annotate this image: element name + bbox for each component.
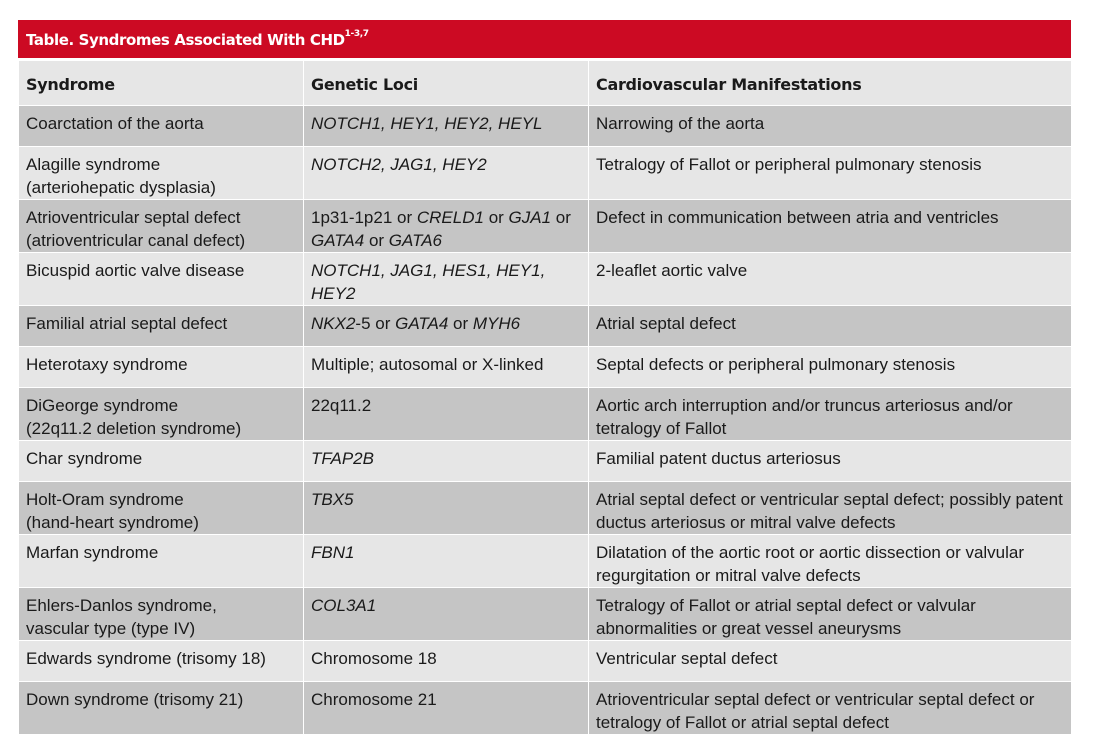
- table-row: [19, 306, 1072, 347]
- genetic-loci-cell: [304, 641, 589, 682]
- genetic-loci-cell: [304, 388, 589, 441]
- manifestations-cell: Dilatation of the aortic root or aortic dissection or valvular regurgitation or mitral valve defects: [589, 535, 1072, 588]
- table-row: [19, 106, 1072, 147]
- genetic-loci-text: TFAP2B: [311, 449, 374, 468]
- manifestations-cell: Septal defects or peripheral pulmonary stenosis: [589, 347, 1072, 388]
- manifestations-cell: 2-leaflet aortic valve: [589, 253, 1072, 306]
- table-row: [19, 347, 1072, 388]
- manifestations-cell: Atrial septal defect or ventricular septal defect; possibly patent ductus arteriosus or mitral valve defects: [589, 482, 1072, 535]
- syndrome-cell: Atrioventricular septal defect (atrioventricular canal defect): [19, 200, 304, 253]
- table-header-row: [19, 61, 1072, 106]
- manifestations-cell: Tetralogy of Fallot or peripheral pulmonary stenosis: [589, 147, 1072, 200]
- syndrome-cell: DiGeorge syndrome (22q11.2 deletion syndrome): [19, 388, 304, 441]
- syndrome-cell: Heterotaxy syndrome: [19, 347, 304, 388]
- syndromes-table: [18, 60, 1072, 735]
- genetic-loci-cell: [304, 535, 589, 588]
- syndrome-cell: Char syndrome: [19, 441, 304, 482]
- genetic-loci-text: Chromosome 18: [311, 649, 437, 668]
- syndrome-cell: Coarctation of the aorta: [19, 106, 304, 147]
- genetic-loci-cell: [304, 441, 589, 482]
- genetic-loci-text: NOTCH1, JAG1, HES1, HEY1, HEY2: [311, 261, 546, 303]
- table-row: [19, 388, 1072, 441]
- table-row: [19, 535, 1072, 588]
- genetic-loci-text: NKX2-5 or GATA4 or MYH6: [311, 314, 521, 333]
- genetic-loci-text: Chromosome 21: [311, 690, 437, 709]
- manifestations-cell: Aortic arch interruption and/or truncus arteriosus and/or tetralogy of Fallot: [589, 388, 1072, 441]
- genetic-loci-text: TBX5: [311, 490, 354, 509]
- syndromes-table-card: [18, 20, 1071, 735]
- table-title-bar: [18, 20, 1071, 60]
- table-row: [19, 641, 1072, 682]
- syndrome-cell: Holt-Oram syndrome (hand-heart syndrome): [19, 482, 304, 535]
- table-row: [19, 588, 1072, 641]
- manifestations-cell: Defect in communication between atria and ventricles: [589, 200, 1072, 253]
- genetic-loci-text: Multiple; autosomal or X-linked: [311, 355, 544, 374]
- genetic-loci-text: 22q11.2: [311, 396, 372, 415]
- header-genetic-loci: Genetic Loci: [304, 61, 589, 106]
- genetic-loci-text: FBN1: [311, 543, 355, 562]
- genetic-loci-cell: [304, 682, 589, 735]
- genetic-loci-cell: [304, 106, 589, 147]
- manifestations-cell: Atrioventricular septal defect or ventricular septal defect or tetralogy of Fallot or atrial septal defect: [589, 682, 1072, 735]
- syndrome-cell: Down syndrome (trisomy 21): [19, 682, 304, 735]
- table-row: [19, 682, 1072, 735]
- manifestations-cell: Atrial septal defect: [589, 306, 1072, 347]
- syndrome-cell: Ehlers-Danlos syndrome, vascular type (type IV): [19, 588, 304, 641]
- genetic-loci-cell: [304, 147, 589, 200]
- manifestations-cell: Tetralogy of Fallot or atrial septal defect or valvular abnormalities or great vessel aneurysms: [589, 588, 1072, 641]
- header-cardiovascular-manifestations: Cardiovascular Manifestations: [589, 61, 1072, 106]
- genetic-loci-cell: [304, 347, 589, 388]
- table-title: Table. Syndromes Associated With CHD: [26, 31, 345, 49]
- table-row: [19, 200, 1072, 253]
- syndrome-cell: Alagille syndrome (arteriohepatic dysplasia): [19, 147, 304, 200]
- manifestations-cell: Familial patent ductus arteriosus: [589, 441, 1072, 482]
- genetic-loci-text: NOTCH2, JAG1, HEY2: [311, 155, 487, 174]
- syndrome-cell: Familial atrial septal defect: [19, 306, 304, 347]
- genetic-loci-cell: [304, 482, 589, 535]
- genetic-loci-cell: [304, 588, 589, 641]
- header-syndrome: Syndrome: [19, 61, 304, 106]
- genetic-loci-cell: [304, 253, 589, 306]
- table-row: [19, 253, 1072, 306]
- table-title-references: 1-3,7: [344, 29, 369, 39]
- manifestations-cell: Ventricular septal defect: [589, 641, 1072, 682]
- genetic-loci-text: COL3A1: [311, 596, 377, 615]
- syndrome-cell: Edwards syndrome (trisomy 18): [19, 641, 304, 682]
- syndrome-cell: Bicuspid aortic valve disease: [19, 253, 304, 306]
- genetic-loci-cell: [304, 200, 589, 253]
- genetic-loci-text: 1p31-1p21 or CRELD1 or GJA1 or GATA4 or GATA6: [311, 208, 571, 250]
- manifestations-cell: Narrowing of the aorta: [589, 106, 1072, 147]
- syndrome-cell: Marfan syndrome: [19, 535, 304, 588]
- genetic-loci-cell: [304, 306, 589, 347]
- table-row: [19, 482, 1072, 535]
- genetic-loci-text: NOTCH1, HEY1, HEY2, HEYL: [311, 114, 543, 133]
- table-row: [19, 147, 1072, 200]
- table-row: [19, 441, 1072, 482]
